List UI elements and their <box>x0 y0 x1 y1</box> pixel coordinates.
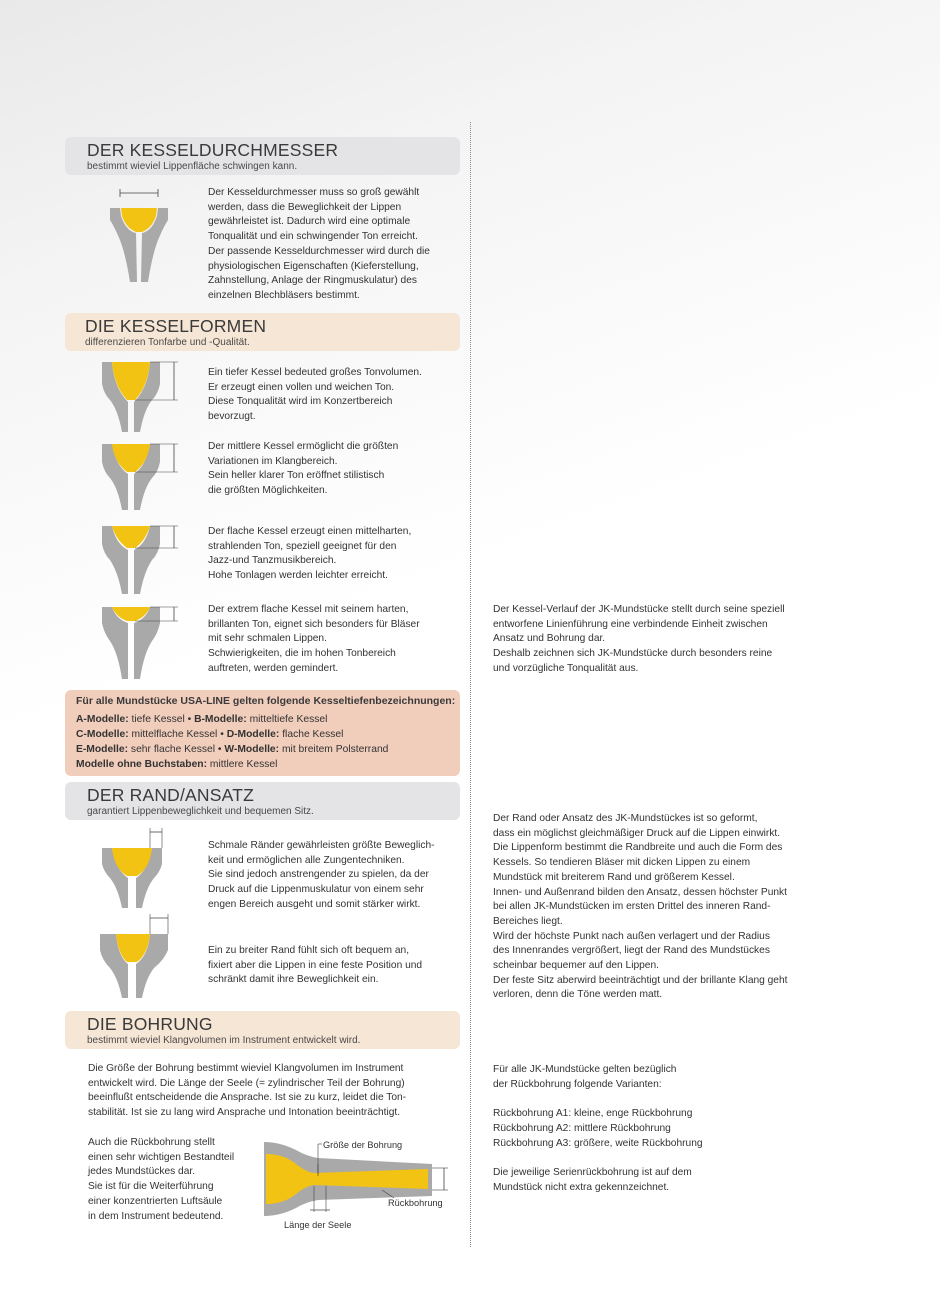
bohrung-right-text: Für alle JK-Mundstücke gelten bezüglich der Rückbohrung folgende Varianten: Rückbohrung A1: kleine, enge Rückbohrung Rückbohrung A2: mittlere Rückbohrung Rückbohrung A3: größere, weite Rückbohrung Die jeweilige Serienrückbohrung ist auf dem Mundstück nicht extra gekennzeichnet. <box>493 1064 703 1193</box>
section-subtitle: bestimmt wieviel Klangvolumen im Instrument entwickelt wird. <box>87 1035 361 1046</box>
section-header-rand <box>65 782 460 820</box>
label-laenge: Länge der Seele <box>284 1220 352 1230</box>
section-title: DIE BOHRUNG <box>87 1014 213 1034</box>
flat-cup-text: Der flache Kessel erzeugt einen mittelharten, strahlenden Ton, speziell geeignet für den Jazz-und Tanzmusikbereich. Hohe Tonlagen werden leichter erreicht. <box>208 526 412 582</box>
extreme-flat-cup-diagram <box>98 603 188 683</box>
medium-cup-diagram <box>98 440 188 515</box>
extreme-flat-cup-text: Der extrem flache Kessel mit seinem harten, brillanten Ton, eignet sich besonders für Bläser mit sehr schmalen Lippen. Schwierigkeiten, die im hohen Tonbereich auftreten, werden gemindert. <box>208 604 420 674</box>
bohrung-text-2: Auch die Rückbohrung stellt einen sehr wichtigen Bestandteil jedes Mundstückes dar. Sie ist für die Weiterführung einer konzentrierten Luftsäule in dem Instrument bedeutend. <box>88 1137 235 1222</box>
kesseldurchmesser-diagram <box>100 186 190 286</box>
section-header-kesseldurchmesser <box>65 137 460 175</box>
bohrung-diagram <box>262 1134 457 1234</box>
column-divider <box>470 122 471 1247</box>
note-heading: Für alle Mundstücke USA-LINE gelten folgende Kesseltiefenbezeichnungen: <box>76 695 456 707</box>
deep-cup-text: Ein tiefer Kessel bedeuted großes Tonvolumen. Er erzeugt einen vollen und weichen Ton. Diese Tonqualität wird im Konzertbereich bevorzugt. <box>208 367 422 423</box>
section-title: DIE KESSELFORMEN <box>85 316 267 336</box>
section-subtitle: differenzieren Tonfarbe und -Qualität. <box>85 337 250 348</box>
wide-rim-diagram <box>96 912 186 1002</box>
note-line-3: E-Modelle: sehr flache Kessel • W-Modelle: mit breitem Polsterrand <box>76 744 389 755</box>
medium-cup-text: Der mittlere Kessel ermöglicht die größten Variationen im Klangbereich. Sein heller klarer Ton eröffnet stilistisch die größten Möglichkeiten. <box>208 441 399 497</box>
label-rueckbohrung: Rückbohrung <box>388 1198 443 1208</box>
section-subtitle: garantiert Lippenbeweglichkeit und bequemen Sitz. <box>87 806 314 817</box>
kesseldurchmesser-text: Der Kesseldurchmesser muss so groß gewählt werden, dass die Beweglichkeit der Lippen gewährleistet ist. Dadurch wird eine optimale Tonqualität und ein schwingender Ton erreicht. Der passende Kesseldurchmesser wird durch die physiologischen Eigenschaften (Kieferstellung, Zahnstellung, Anlage der Ringmuskulatur) des einzelnen Blechbläsers bestimmt. <box>208 187 430 301</box>
section-header-kesselformen <box>65 313 460 351</box>
section-title: DER KESSELDURCHMESSER <box>87 140 339 160</box>
deep-cup-diagram <box>98 360 188 435</box>
bohrung-text-1: Die Größe der Bohrung bestimmt wieviel Klangvolumen im Instrument entwickelt wird. Die Länge der Seele (= zylindrischer Teil der Bohrung) beeinflußt entscheidende die Ansprache. Ist sie zu kurz, leidet die Ton- stabilität. Ist sie zu lang wird Ansprache und Intonation beeinträchtigt. <box>88 1063 407 1119</box>
section-subtitle: bestimmt wieviel Lippenfläche schwingen kann. <box>87 161 298 172</box>
narrow-rim-text: Schmale Ränder gewährleisten größte Beweglich- keit und ermöglichen alle Zungentechniken. Sie sind jedoch anstrengender zu spielen, da der Druck auf die Lippenmuskulatur von einem sehr engen Bereich ausgeht und somit stärker wirkt. <box>208 840 435 910</box>
wide-rim-text: Ein zu breiter Rand fühlt sich oft bequem an, fixiert aber die Lippen in eine feste Position und schränkt damit ihre Beweglichkeit ein. <box>208 945 423 986</box>
section-title: DER RAND/ANSATZ <box>87 785 254 805</box>
flat-cup-diagram <box>98 522 188 597</box>
note-line-1: A-Modelle: tiefe Kessel • B-Modelle: mitteltiefe Kessel <box>76 714 328 725</box>
narrow-rim-diagram <box>98 826 188 911</box>
section-header-bohrung <box>65 1011 460 1049</box>
kesselformen-right-text: Der Kessel-Verlauf der JK-Mundstücke stellt durch seine speziell entworfene Linienführung eine verbindende Einheit zwischen Ansatz und Bohrung dar. Deshalb zeichnen sich JK-Mundstücke durch besonders reine und vorzügliche Tonqualität aus. <box>493 604 785 674</box>
usa-line-note <box>65 690 460 776</box>
label-groesse: Größe der Bohrung <box>323 1140 403 1150</box>
note-line-2: C-Modelle: mittelflache Kessel • D-Modelle: flache Kessel <box>76 729 344 740</box>
rand-right-text: Der Rand oder Ansatz des JK-Mundstückes ist so geformt, dass ein möglichst gleichmäßiger Druck auf die Lippen einwirkt. Die Lippenform bestimmt die Randbreite und auch die Form des Kessels. So tendieren Bläser mit dicken Lippen zu einem Mundstück mit breiterem Rand und größerem Kessel. Innen- und Außenrand bilden den Ansatz, dessen höchster Punkt bei allen JK-Mundstücken im ersten Drittel des inneren Rand- Bereiches liegt. Wird der höchste Punkt nach außen verlagert und der Radius des Innenrandes vergrößert, liegt der Rand des Mundstückes scheinbar bequemer auf den Lippen. Der feste Sitz aberwird beeinträchtigt und der brillante Klang geht verloren, denn die Töne werden matt. <box>493 813 788 1001</box>
note-line-4: Modelle ohne Buchstaben: mittlere Kessel <box>76 759 278 770</box>
